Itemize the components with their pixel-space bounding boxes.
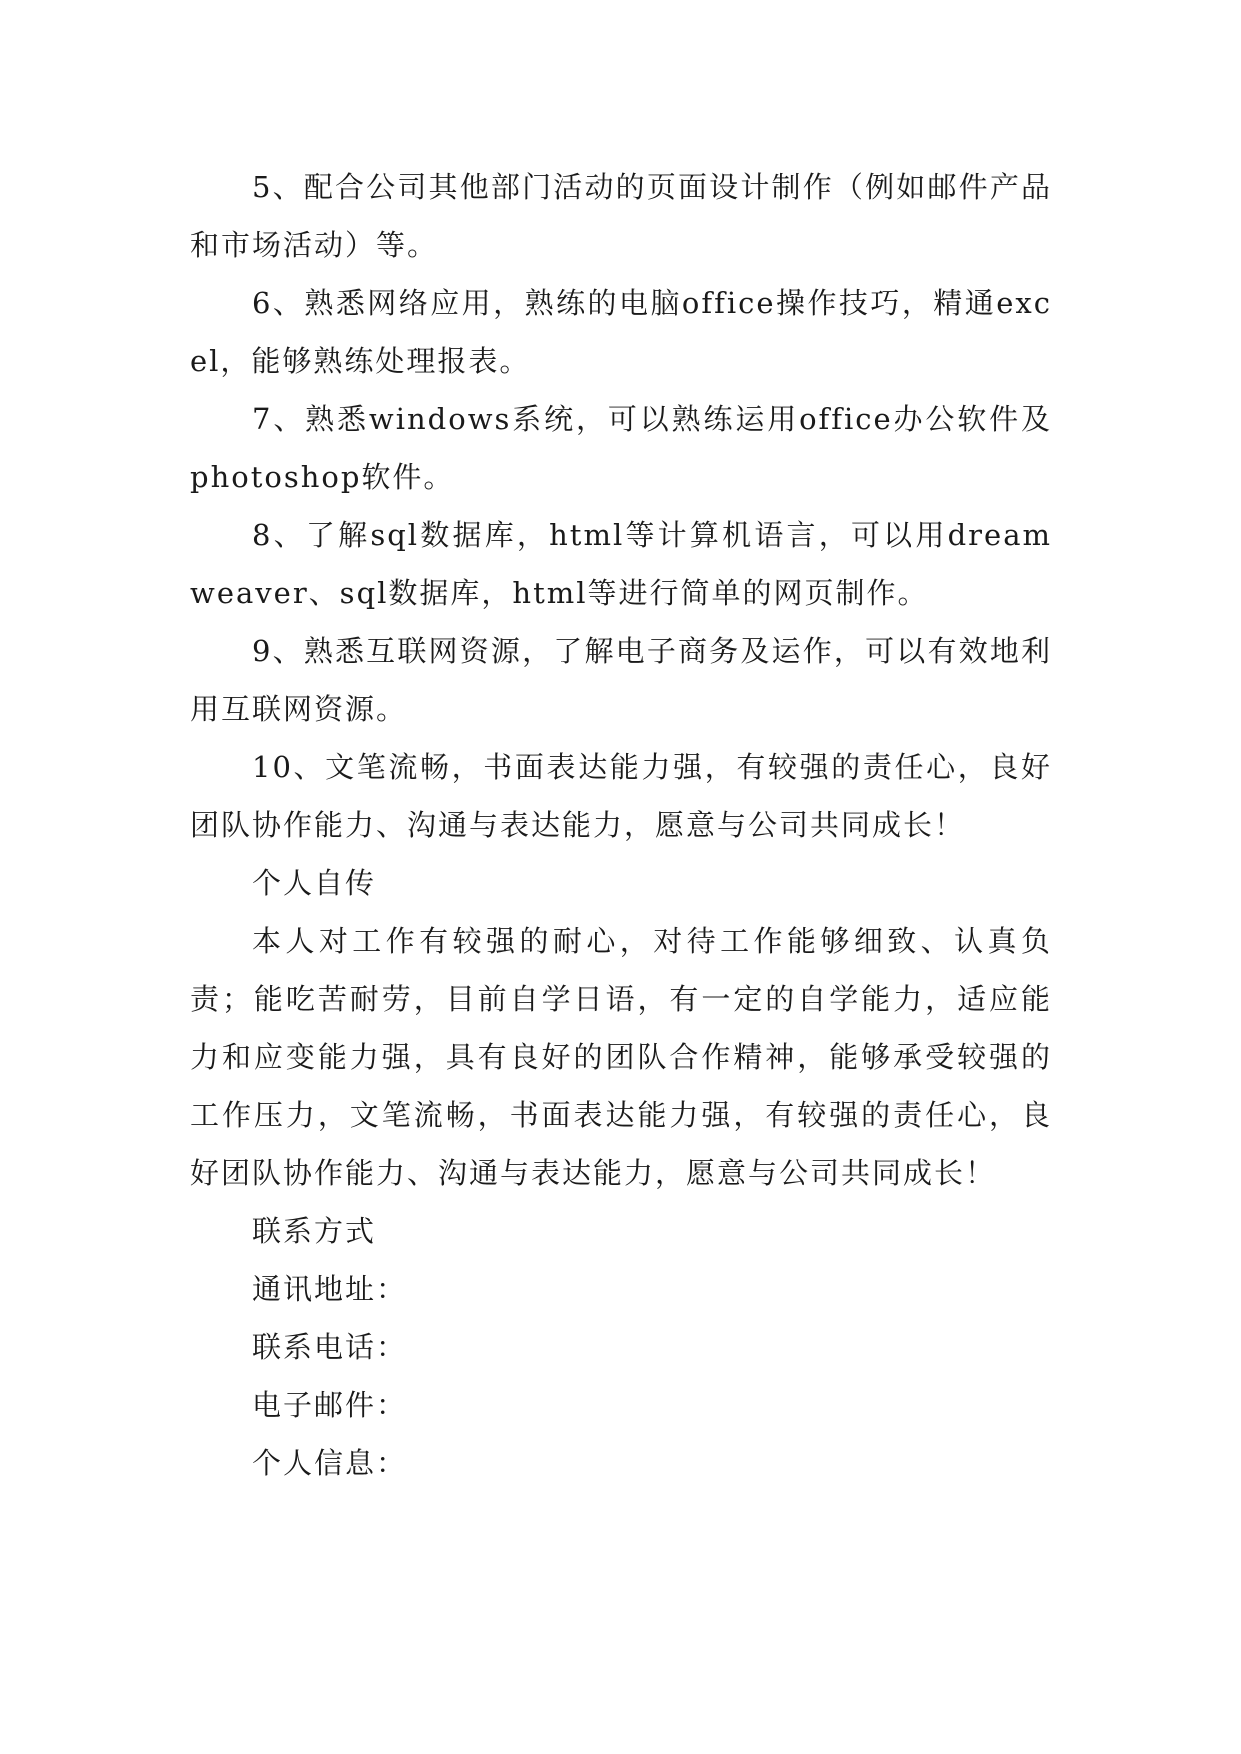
document-body (190, 158, 1052, 1492)
phone-label: 联系电话： (252, 1330, 408, 1364)
email-label: 电子邮件： (252, 1388, 408, 1422)
contact-heading: 联系方式 (252, 1214, 377, 1248)
autobiography-body: 本人对工作有较强的耐心，对待工作能够细致、认真负责；能吃苦耐劳，目前自学日语，有一定的自学能力，适应能力和应变能力强，具有良好的团队合作精神，能够承受较强的工作压力，文笔流畅，书面表达能力强，有较强的责任心，良好团队协作能力、沟通与表达能力，愿意与公司共同成长！ (190, 924, 1052, 1190)
skill-item-8: 8、了解sql数据库，html等计算机语言，可以用dreamweaver、sql数据库，html等进行简单的网页制作。 (190, 518, 1052, 610)
personal-info-label: 个人信息： (252, 1446, 408, 1480)
skill-item-7: 7、熟悉windows系统，可以熟练运用office办公软件及photoshop软件。 (190, 402, 1052, 494)
autobiography-heading: 个人自传 (252, 866, 377, 900)
skill-item-5: 5、配合公司其他部门活动的页面设计制作（例如邮件产品和市场活动）等。 (190, 170, 1052, 262)
address-label: 通讯地址： (252, 1272, 408, 1306)
skill-item-6: 6、熟悉网络应用，熟练的电脑office操作技巧，精通excel，能够熟练处理报表。 (190, 286, 1052, 378)
skill-item-10: 10、文笔流畅，书面表达能力强，有较强的责任心，良好团队协作能力、沟通与表达能力，愿意与公司共同成长！ (190, 750, 1052, 842)
skill-item-9: 9、熟悉互联网资源，了解电子商务及运作，可以有效地利用互联网资源。 (190, 634, 1052, 726)
